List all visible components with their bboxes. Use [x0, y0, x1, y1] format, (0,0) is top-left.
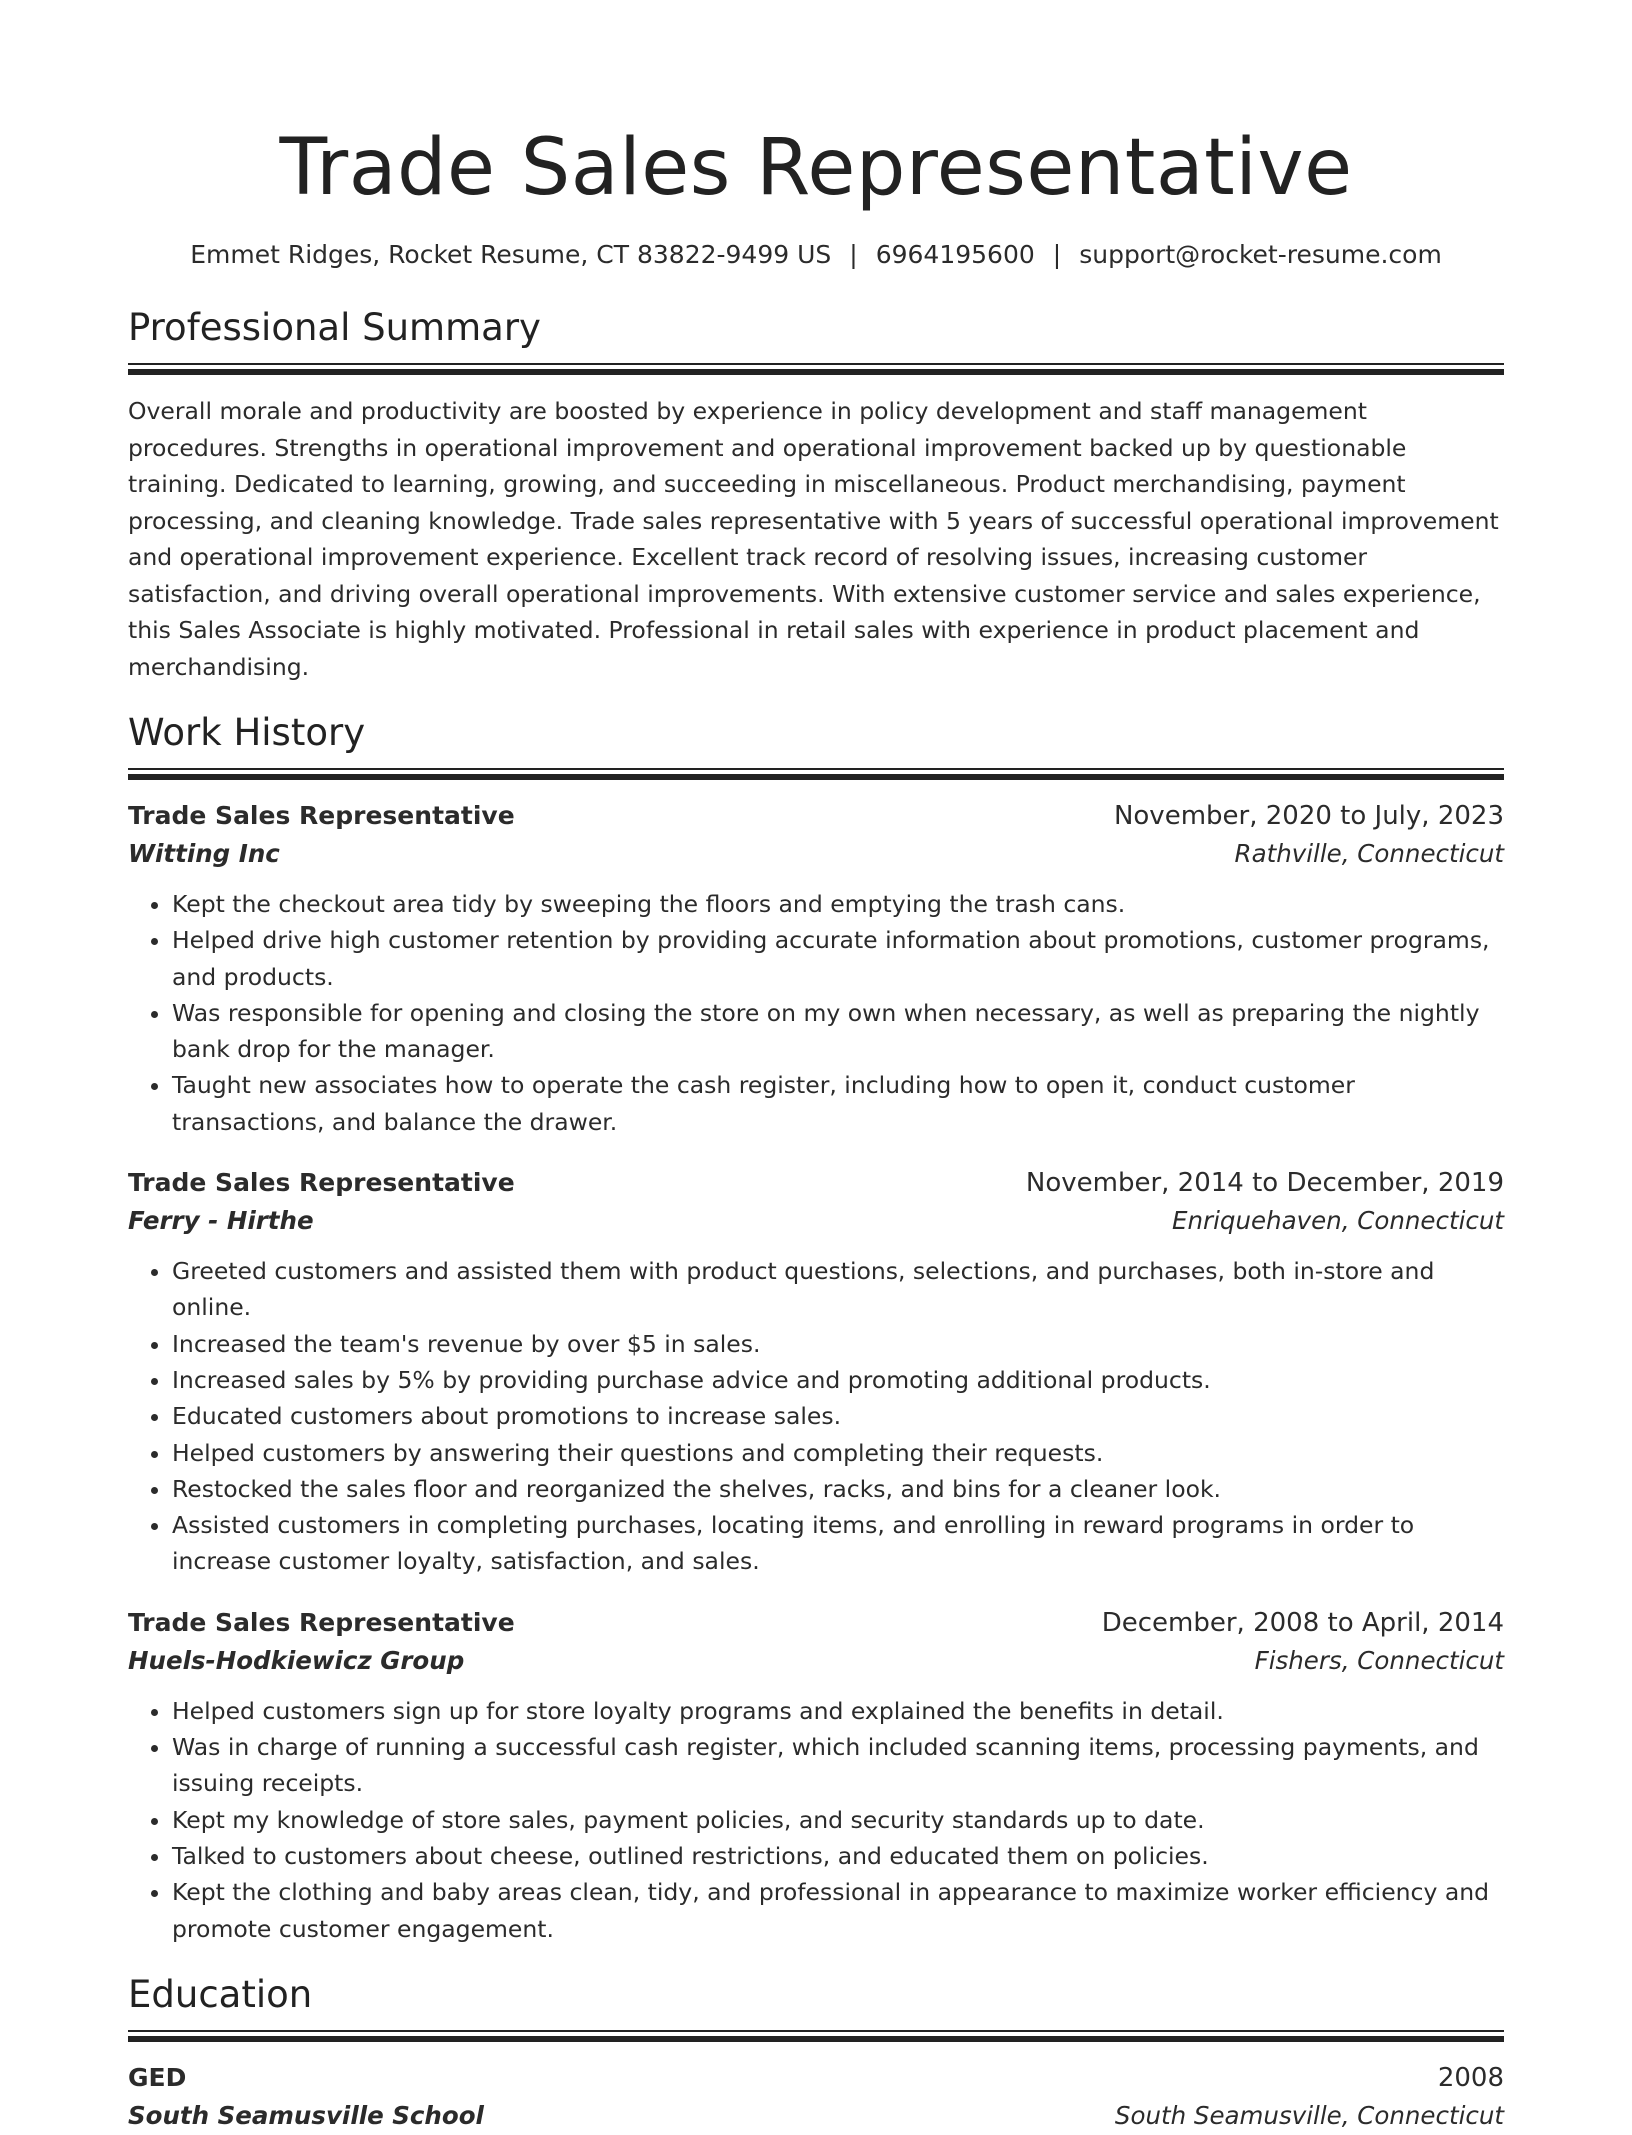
section-divider: [128, 2030, 1504, 2044]
job-bullet: • Kept the checkout area tidy by sweeping the floors and emptying the trash cans.: [172, 886, 1504, 922]
job-dates: December, 2008 to April, 2014: [1101, 1607, 1504, 1638]
job-location: Enriquehaven, Connecticut: [1172, 1206, 1504, 1236]
section-divider: [128, 363, 1504, 377]
education-header-row: [128, 2059, 1504, 2097]
job-entry: [128, 797, 1504, 1140]
job-bullet: • Increased sales by 5% by providing purchase advice and promoting additional products.: [172, 1362, 1504, 1398]
job-company: Witting Inc: [128, 839, 280, 868]
job-bullets: [128, 886, 1504, 1140]
contact-phone: 6964195600: [875, 240, 1035, 269]
job-bullet: • Talked to customers about cheese, outlined restrictions, and educated them on policies.: [172, 1838, 1504, 1874]
job-location: Fishers, Connecticut: [1254, 1645, 1504, 1675]
job-company-row: [128, 1642, 1504, 1680]
job-header-row: [128, 1604, 1504, 1642]
education-year: 2008: [1437, 2062, 1504, 2093]
job-title: Trade Sales Representative: [128, 1607, 515, 1637]
job-company: Huels-Hodkiewicz Group: [128, 1645, 465, 1675]
job-location: Rathville, Connecticut: [1234, 839, 1504, 868]
job-dates: November, 2014 to December, 2019: [1025, 1168, 1504, 1199]
contact-address: Emmet Ridges, Rocket Resume, CT 83822-9499 US: [190, 240, 832, 269]
job-company-row: [128, 1202, 1504, 1240]
education-degree: GED: [128, 2062, 187, 2092]
job-bullet: • Was responsible for opening and closing the store on my own when necessary, as well as preparing the nightly bank drop for the manager.: [172, 995, 1504, 1068]
job-entry: [128, 1604, 1504, 1947]
job-bullet: • Assisted customers in completing purchases, locating items, and enrolling in reward programs in order to increase customer loyalty, satisfaction, and sales.: [172, 1507, 1504, 1580]
job-bullet: • Educated customers about promotions to increase sales.: [172, 1398, 1504, 1434]
education-location: South Seamusville, Connecticut: [1114, 2100, 1504, 2130]
education-entry: [128, 2059, 1504, 2135]
job-bullet: • Helped customers by answering their questions and completing their requests.: [172, 1435, 1504, 1471]
education-school: South Seamusville School: [128, 2100, 484, 2130]
job-bullet: • Taught new associates how to operate the cash register, including how to open it, conduct customer transactions, and balance the drawer.: [172, 1067, 1504, 1140]
section-divider: [128, 768, 1504, 782]
resume-title: Trade Sales Representative: [279, 123, 1353, 213]
job-entry: [128, 1164, 1504, 1580]
job-bullet: • Was in charge of running a successful cash register, which included scanning items, processing payments, and issuing receipts.: [172, 1729, 1504, 1802]
job-bullets: [128, 1253, 1504, 1580]
job-bullet: • Increased the team's revenue by over $5 in sales.: [172, 1326, 1504, 1362]
summary-section: [128, 305, 1504, 685]
job-bullet: • Helped customers sign up for store loyalty programs and explained the benefits in detail.: [172, 1693, 1504, 1729]
contact-separator: |: [849, 240, 858, 269]
education-section: [128, 1972, 1504, 2135]
job-title: Trade Sales Representative: [128, 1168, 515, 1198]
job-bullet: • Restocked the sales floor and reorganized the shelves, racks, and bins for a cleaner look.: [172, 1471, 1504, 1507]
job-header-row: [128, 797, 1504, 835]
job-bullet: • Kept my knowledge of store sales, payment policies, and security standards up to date.: [172, 1802, 1504, 1838]
job-bullet: • Greeted customers and assisted them with product questions, selections, and purchases, both in-store and online.: [172, 1253, 1504, 1326]
job-company-row: [128, 835, 1504, 873]
summary-heading: Professional Summary: [128, 306, 541, 349]
work-history-section: [128, 710, 1504, 1947]
contact-separator: |: [1052, 240, 1062, 269]
job-bullet: • Kept the clothing and baby areas clean, tidy, and professional in appearance to maximize worker efficiency and promote customer engagement.: [172, 1874, 1504, 1947]
education-heading: Education: [128, 1972, 313, 2016]
summary-text: Overall morale and productivity are boosted by experience in policy development and staff management procedures. Strengths in operational improvement and operational improvement backed up by questionable training. Dedicated to learning, growing, and succeeding in miscellaneous. Product merchandising, payment processing, and cleaning knowledge. Trade sales representative with 5 years of successful operational improvement and operational improvement experience. Excellent track record of resolving issues, increasing customer satisfaction, and driving overall operational improvements. With extensive customer service and sales experience, this Sales Associate is highly motivated. Professional in retail sales with experience in product placement and merchandising.: [128, 397, 1499, 681]
job-title: Trade Sales Representative: [128, 801, 515, 830]
work-history-heading: Work History: [128, 711, 366, 754]
job-company: Ferry - Hirthe: [128, 1206, 314, 1236]
job-bullets: [128, 1693, 1504, 1947]
education-school-row: [128, 2097, 1504, 2135]
contact-email: support@rocket-resume.com: [1079, 240, 1442, 269]
job-dates: November, 2020 to July, 2023: [1113, 801, 1504, 831]
job-bullet: • Helped drive high customer retention by providing accurate information about promotions, customer programs, and products.: [172, 922, 1504, 995]
job-header-row: [128, 1164, 1504, 1202]
contact-line: [128, 238, 1504, 272]
